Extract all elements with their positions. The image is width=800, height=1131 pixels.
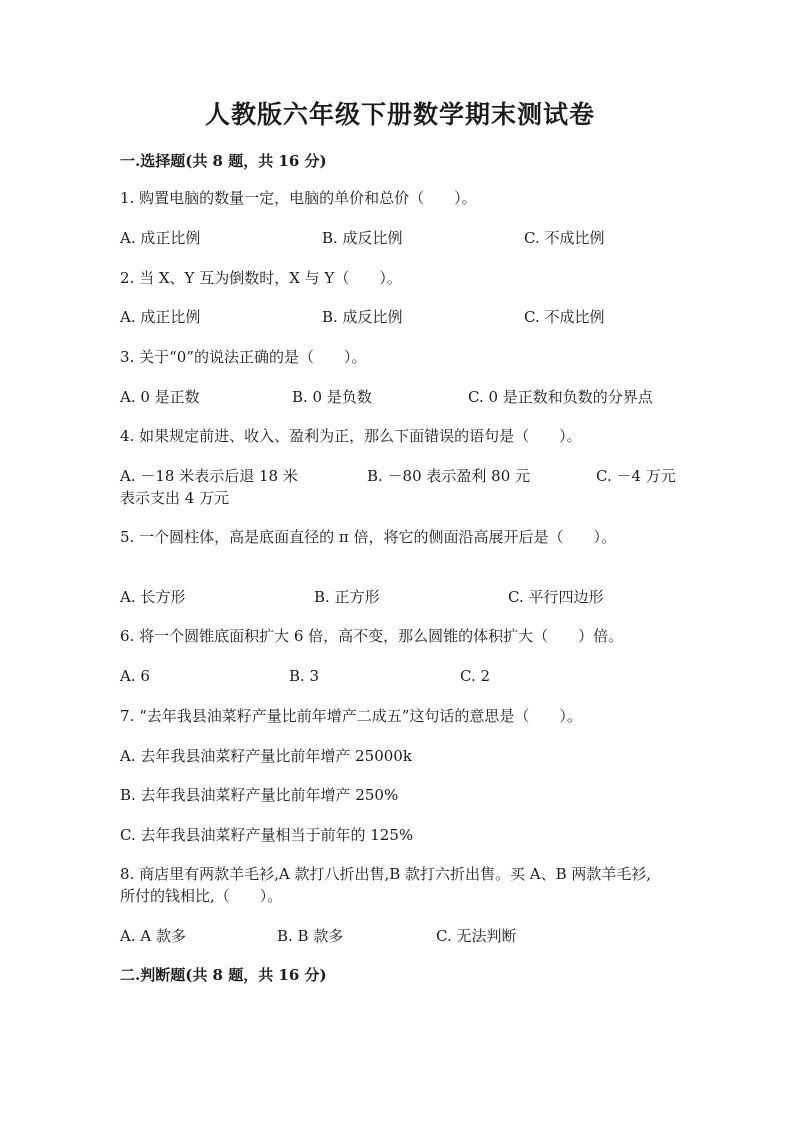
- question-6: 6. 将一个圆锥底面积扩大 6 倍，高不变，那么圆锥的体积扩大（ ）倍。: [120, 627, 624, 645]
- question-4-option-a: A. －18 米表示后退 18 米: [120, 467, 298, 485]
- question-7-option-b: B. 去年我县油菜籽产量比前年增产 250%: [120, 786, 399, 804]
- question-8-option-c: C. 无法判断: [436, 927, 517, 945]
- question-6-option-b: B. 3: [289, 667, 320, 685]
- question-1-option-b: B. 成反比例: [322, 229, 403, 247]
- question-4-option-b: B. －80 表示盈利 80 元: [367, 467, 531, 485]
- question-4: 4. 如果规定前进、收入、盈利为正，那么下面错误的语句是（ ）。: [120, 427, 582, 445]
- question-7-option-c: C. 去年我县油菜籽产量相当于前年的 125%: [120, 826, 414, 844]
- question-2-option-c: C. 不成比例: [524, 308, 605, 326]
- question-1-option-a: A. 成正比例: [120, 229, 201, 247]
- section-heading-judgment: 二.判断题(共 8 题，共 16 分): [120, 966, 327, 984]
- question-5: 5. 一个圆柱体，高是底面直径的 π 倍，将它的侧面沿高展开后是（ ）。: [120, 528, 616, 546]
- question-5-option-c: C. 平行四边形: [508, 588, 604, 606]
- question-7: 7. “去年我县油菜籽产量比前年增产二成五”这句话的意思是（ ）。: [120, 707, 582, 725]
- question-1: 1. 购置电脑的数量一定，电脑的单价和总价（ ）。: [120, 189, 477, 207]
- question-3: 3. 关于“0”的说法正确的是（ ）。: [120, 348, 367, 366]
- question-5-option-a: A. 长方形: [120, 588, 186, 606]
- question-8-line-1: 8. 商店里有两款羊毛衫,A 款打八折出售,B 款打六折出售。买 A、B 两款羊毛衫,: [120, 865, 652, 883]
- question-3-option-a: A. 0 是正数: [120, 388, 200, 406]
- question-4-option-c: C. －4 万元: [596, 467, 676, 485]
- question-6-option-c: C. 2: [460, 667, 491, 685]
- question-2-option-b: B. 成反比例: [322, 308, 403, 326]
- page-title: 人教版六年级下册数学期末测试卷: [204, 100, 595, 129]
- question-8-option-a: A. A 款多: [120, 927, 186, 945]
- question-3-option-b: B. 0 是负数: [292, 388, 372, 406]
- question-8-option-b: B. B 款多: [277, 927, 344, 945]
- question-7-option-a: A. 去年我县油菜籽产量比前年增产 25000k: [120, 747, 412, 765]
- question-1-option-c: C. 不成比例: [524, 229, 605, 247]
- question-2-option-a: A. 成正比例: [120, 308, 201, 326]
- section-heading-choice: 一.选择题(共 8 题，共 16 分): [120, 152, 327, 170]
- question-3-option-c: C. 0 是正数和负数的分界点: [468, 388, 653, 406]
- question-6-option-a: A. 6: [120, 667, 150, 685]
- question-5-option-b: B. 正方形: [314, 588, 380, 606]
- question-4-option-c-continued: 表示支出 4 万元: [120, 489, 230, 507]
- question-8-line-2: 所付的钱相比,（ ）。: [120, 887, 283, 905]
- question-2: 2. 当 X、Y 互为倒数时，X 与 Y（ ）。: [120, 269, 402, 287]
